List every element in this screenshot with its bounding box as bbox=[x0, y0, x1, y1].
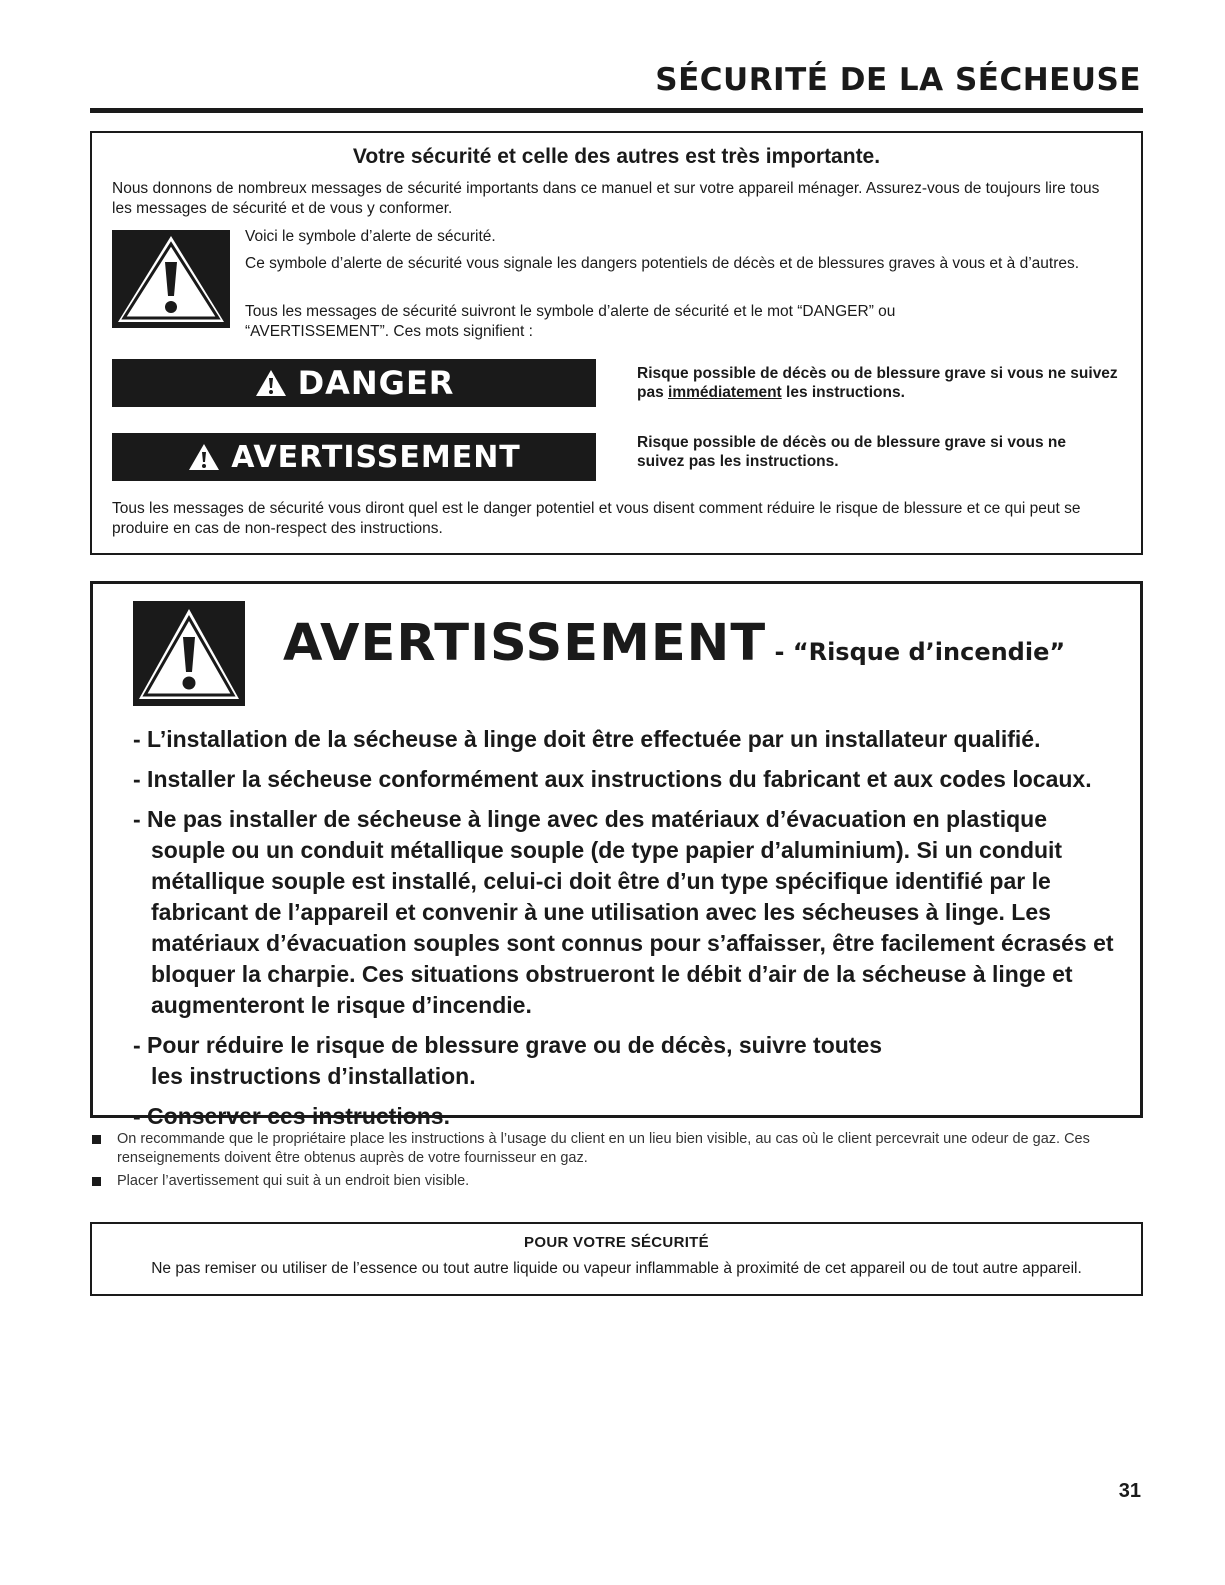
list-item: Placer l’avertissement qui suit à un endroit bien visible. bbox=[92, 1172, 1132, 1191]
danger-description: Risque possible de décès ou de blessure grave si vous ne suivez pas immédiatement les instructions. bbox=[637, 365, 1118, 401]
warning-triangle-icon bbox=[133, 601, 245, 706]
warning-signal-bar bbox=[112, 433, 596, 481]
safety-box-title: Votre sécurité et celle des autres est très importante. bbox=[352, 145, 881, 168]
page-title: SÉCURITÉ DE LA SÉCHEUSE bbox=[655, 62, 1141, 98]
fire-warning-list bbox=[133, 724, 1123, 1141]
list-item: - Ne pas installer de sécheuse à linge avec des matériaux d’évacuation en plastique souple ou un conduit métallique souple (de type papier d’aluminium). Si un conduit métallique souple est installé, celui-ci doit être d’un type spécifique identifié par le fabricant de l’appareil et convenir à une utilisation avec les sécheuses à linge. Les matériaux d’évacuation souples sont connus pour s’affaisser, être facilement écrasés et bloquer la charpie. Ces situations obstrueront le débit d’air de la sécheuse à linge et augmenteront le risque d’incendie. bbox=[133, 806, 1114, 1018]
small-warning-icon bbox=[187, 442, 221, 472]
warning-description: Risque possible de décès ou de blessure grave si vous ne suivez pas les instructions. bbox=[637, 434, 1066, 470]
symbol-line-3: Tous les messages de sécurité suivront le symbole d’alerte de sécurité et le mot “DANGER” ou “AVERTISSEMENT”. Ces mots signifient : bbox=[245, 303, 896, 340]
warning-label: AVERTISSEMENT bbox=[231, 439, 521, 475]
safety-notice-title: POUR VOTRE SÉCURITÉ bbox=[524, 1234, 709, 1251]
notes-list bbox=[92, 1130, 1132, 1195]
safety-notice-box bbox=[90, 1222, 1143, 1296]
small-warning-icon bbox=[254, 368, 288, 398]
fire-warning-subheading: “Risque d’incendie” bbox=[792, 638, 1066, 666]
warning-triangle-icon bbox=[112, 230, 230, 328]
list-item: On recommande que le propriétaire place les instructions à l’usage du client en un lieu bien visible, au cas où le client percevrait une odeur de gaz. Ces renseignements doivent être obtenus auprès de votre fournisseur en gaz. bbox=[92, 1130, 1132, 1168]
symbol-line-1: Voici le symbole d’alerte de sécurité. bbox=[245, 228, 496, 245]
fire-warning-heading: AVERTISSEMENT - “Risque d’incendie” bbox=[283, 614, 1066, 673]
fire-warning-word: AVERTISSEMENT bbox=[283, 614, 767, 673]
bullet-square-icon bbox=[92, 1177, 101, 1186]
safety-info-box bbox=[90, 131, 1143, 555]
fire-warning-box bbox=[90, 581, 1143, 1129]
safety-box-intro: Nous donnons de nombreux messages de sécurité importants dans ce manuel et sur votre appareil ménager. Assurez-vous de toujours lire tous les messages de sécurité et de vous y conformer. bbox=[112, 180, 1100, 217]
page-number: 31 bbox=[1118, 1480, 1141, 1502]
danger-label: DANGER bbox=[297, 364, 455, 402]
list-item: - Installer la sécheuse conformément aux instructions du fabricant et aux codes locaux. bbox=[133, 766, 1092, 792]
bullet-square-icon bbox=[92, 1135, 101, 1144]
list-item: - Pour réduire le risque de blessure grave ou de décès, suivre toutes les instructions d’installation. bbox=[133, 1032, 883, 1089]
title-rule bbox=[90, 108, 1143, 113]
safety-notice-text: Ne pas remiser ou utiliser de l’essence ou tout autre liquide ou vapeur inflammable à proximité de cet appareil ou de tout autre appareil. bbox=[151, 1260, 1082, 1277]
symbol-line-2: Ce symbole d’alerte de sécurité vous signale les dangers potentiels de décès et de blessures graves à vous et à d’autres. bbox=[245, 255, 1080, 272]
safety-box-footer: Tous les messages de sécurité vous diront quel est le danger potentiel et vous disent comment réduire le risque de blessure et ce qui peut se produire en cas de non-respect des instructions. bbox=[112, 500, 1081, 537]
list-item: - L’installation de la sécheuse à linge doit être effectuée par un installateur qualifié. bbox=[133, 726, 1041, 752]
danger-underlined-word: immédiatement bbox=[668, 384, 782, 401]
danger-signal-bar bbox=[112, 359, 596, 407]
list-item: - Conserver ces instructions. bbox=[133, 1103, 450, 1129]
